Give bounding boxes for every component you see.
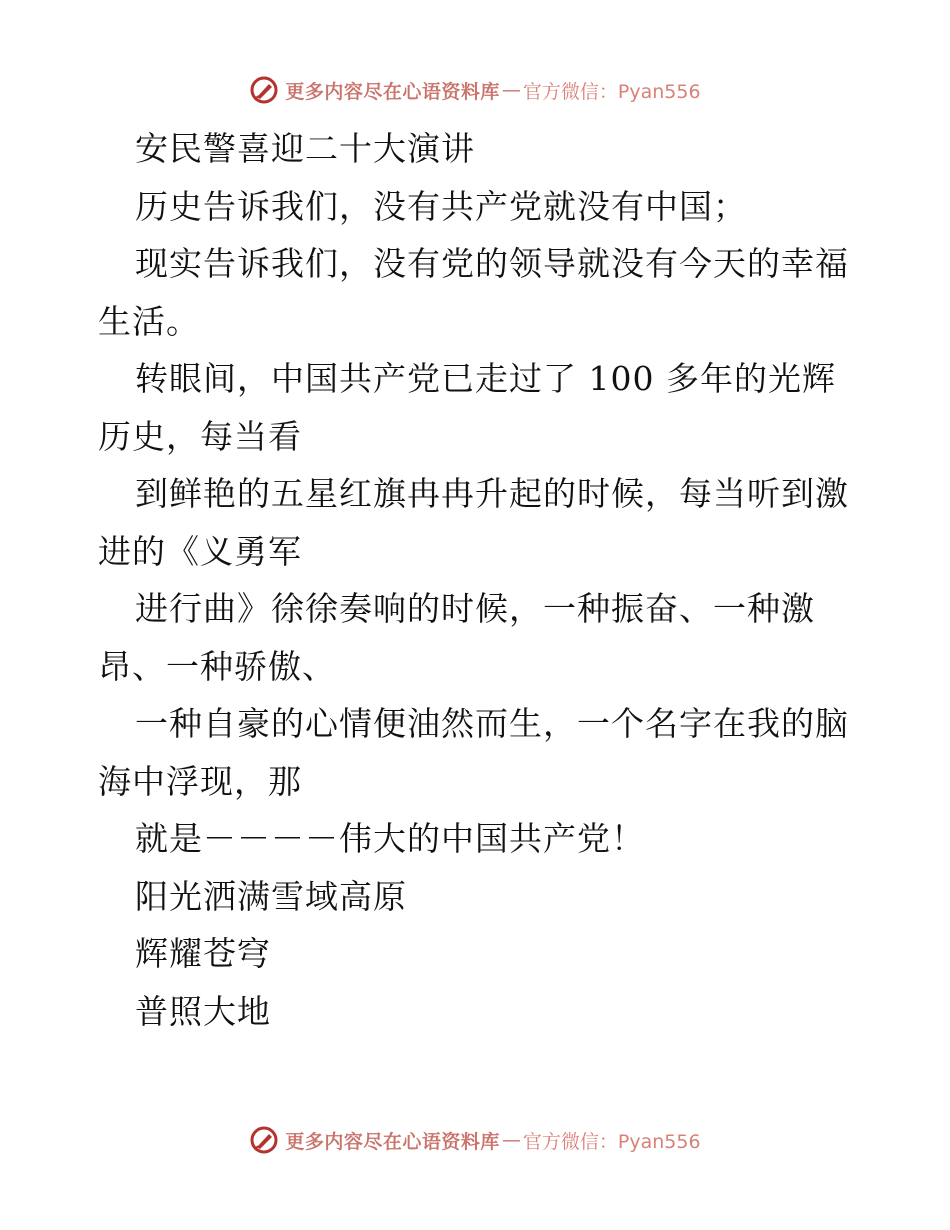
body-paragraph: 到鲜艳的五星红旗冉冉升起的时候，每当听到激进的《义勇军 — [98, 474, 849, 571]
body-paragraph: 进行曲》徐徐奏响的时候，一种振奋、一种激昂、一种骄傲、 — [98, 589, 815, 686]
watermark-wechat-text: 官方微信：Pyan556 — [522, 80, 701, 103]
body-paragraph: 辉耀苍穹 — [135, 934, 271, 973]
document-body — [98, 120, 858, 1040]
page-footer-watermark — [0, 1120, 950, 1160]
body-paragraph: 普照大地 — [135, 991, 271, 1031]
body-paragraph: 历史告诉我们，没有共产党就没有中国； — [135, 186, 747, 226]
feather-pen-icon — [249, 75, 279, 105]
body-paragraph: 现实告诉我们，没有党的领导就没有今天的幸福生活。 — [98, 244, 849, 341]
page-header-watermark — [0, 70, 950, 110]
watermark-site-text: 更多内容尽在心语资料库 — [285, 80, 500, 103]
watermark-separator: — — [501, 79, 521, 101]
feather-pen-icon — [249, 1125, 279, 1155]
watermark-wechat-text: 官方微信：Pyan556 — [522, 1130, 701, 1153]
document-title: 安民警喜迎二十大演讲 — [135, 129, 475, 168]
body-paragraph: 就是－－－－伟大的中国共产党！ — [135, 819, 645, 858]
body-paragraph: 阳光洒满雪域高原 — [135, 876, 407, 916]
body-paragraph: 转眼间，中国共产党已走过了 100 多年的光辉历史，每当看 — [98, 359, 836, 456]
body-paragraph: 一种自豪的心情便油然而生，一个名字在我的脑海中浮现，那 — [98, 704, 849, 801]
watermark-separator: — — [501, 1129, 521, 1151]
watermark-site-text: 更多内容尽在心语资料库 — [285, 1130, 500, 1153]
